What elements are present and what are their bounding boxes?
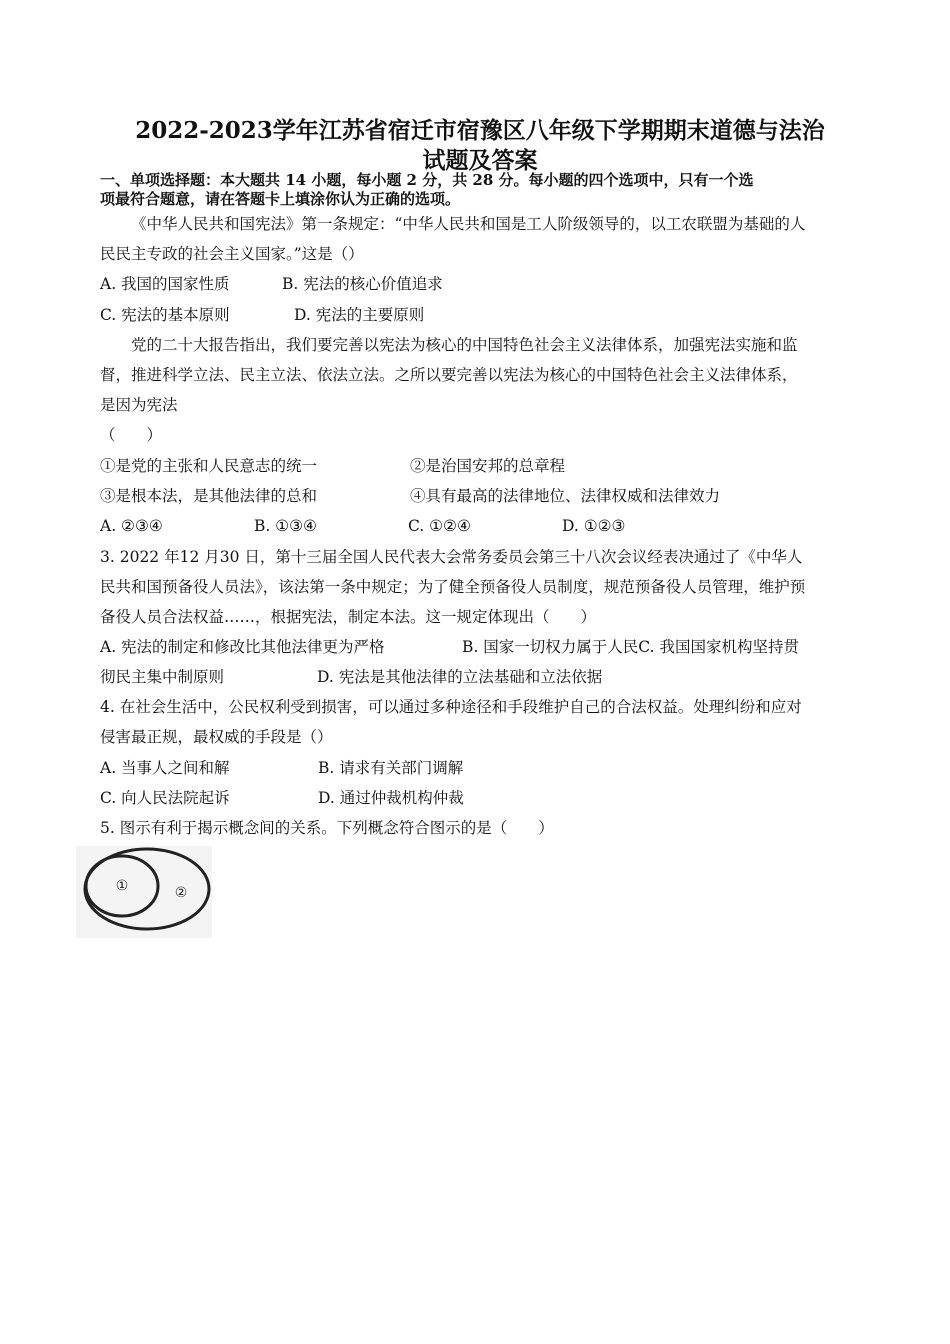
q3-options-line-2: 彻民主集中制原则 D. 宪法是其他法律的立法基础和立法依据 <box>100 668 603 686</box>
concept-diagram-svg <box>76 846 212 938</box>
q2-statement-2: ②是治国安邦的总章程 <box>410 457 566 475</box>
label-1: ① <box>115 878 129 894</box>
q4-option-a: A. 当事人之间和解 <box>100 759 230 777</box>
section-heading-line-1: 一、单项选择题：本大题共 14 小题，每小题 2 分，共 28 分。每小题的四个选项中，只有一个选 <box>100 171 754 189</box>
q4-option-b: B. 请求有关部门调解 <box>318 759 464 777</box>
q1-option-b: B. 宪法的核心价值追求 <box>282 275 443 293</box>
section-heading-line-2: 项最符合题意，请在答题卡上填涂你认为正确的选项。 <box>100 190 461 208</box>
q2-stem-line-1: 党的二十大报告指出，我们要完善以宪法为核心的中国特色社会主义法律体系，加强宪法实施和监 <box>131 336 798 354</box>
q2-statement-4: ④具有最高的法律地位、法律权威和法律效力 <box>410 487 721 505</box>
q2-stem-line-2: 督，推进科学立法、民主立法、依法立法。之所以要完善以宪法为核心的中国特色社会主义法律体系， <box>100 366 798 384</box>
q4-stem-line-1: 4. 在社会生活中，公民权利受到损害，可以通过多种途径和手段维护自己的合法权益。处理纠纷和应对 <box>100 698 802 716</box>
q3-stem-line-3: 备役人员合法权益……，根据宪法，制定本法。这一规定体现出（ ） <box>100 608 597 626</box>
label-2: ② <box>174 885 188 901</box>
q4-stem-line-2: 侵害最正规，最权威的手段是（） <box>100 728 333 746</box>
q2-option-b: B. ①③④ <box>254 517 317 535</box>
q1-option-d: D. 宪法的主要原则 <box>294 306 425 324</box>
q2-option-d: D. ①②③ <box>562 517 626 535</box>
q1-stem-line-1: 《中华人民共和国宪法》第一条规定：“中华人民共和国是工人阶级领导的，以工农联盟为基础的人 <box>131 215 806 233</box>
q2-option-a: A. ②③④ <box>100 517 163 535</box>
q3-stem-line-2: 民共和国预备役人员法》，该法第一条中规定；为了健全预备役人员制度，规范预备役人员管理，维护预 <box>100 578 806 596</box>
q2-statement-3: ③是根本法，是其他法律的总和 <box>100 487 318 505</box>
q3-stem-line-1: 3. 2022 年12 月30 日，第十三届全国人民代表大会常务委员会第三十八次会议经表决通过了《中华人 <box>100 548 803 566</box>
q1-stem-line-2: 民民主专政的社会主义国家。”这是（） <box>100 245 364 263</box>
q5-stem-line-1: 5. 图示有利于揭示概念间的关系。下列概念符合图示的是（ ） <box>100 819 554 837</box>
q3-options-line-1: A. 宪法的制定和修改比其他法律更为严格 B. 国家一切权力属于人民C. 我国国家机构坚持贯 <box>100 638 799 656</box>
q2-option-c: C. ①②④ <box>408 517 471 535</box>
q2-stem-line-3: 是因为宪法 <box>100 396 178 414</box>
q1-option-a: A. 我国的国家性质 <box>100 275 230 293</box>
document-title <box>100 116 860 176</box>
title-line-2: 试题及答案 <box>422 147 538 174</box>
q4-option-c: C. 向人民法院起诉 <box>100 789 230 807</box>
section-heading <box>100 171 860 209</box>
q1-option-c: C. 宪法的基本原则 <box>100 306 230 324</box>
q4-option-d: D. 通过仲裁机构仲裁 <box>318 789 464 807</box>
q2-statement-1: ①是党的主张和人民意志的统一 <box>100 457 318 475</box>
title-line-1: 2022-2023学年江苏省宿迁市宿豫区八年级下学期期末道德与法治 <box>135 117 825 144</box>
q2-answer-paren: （ ） <box>100 426 163 444</box>
concept-diagram <box>76 846 212 938</box>
